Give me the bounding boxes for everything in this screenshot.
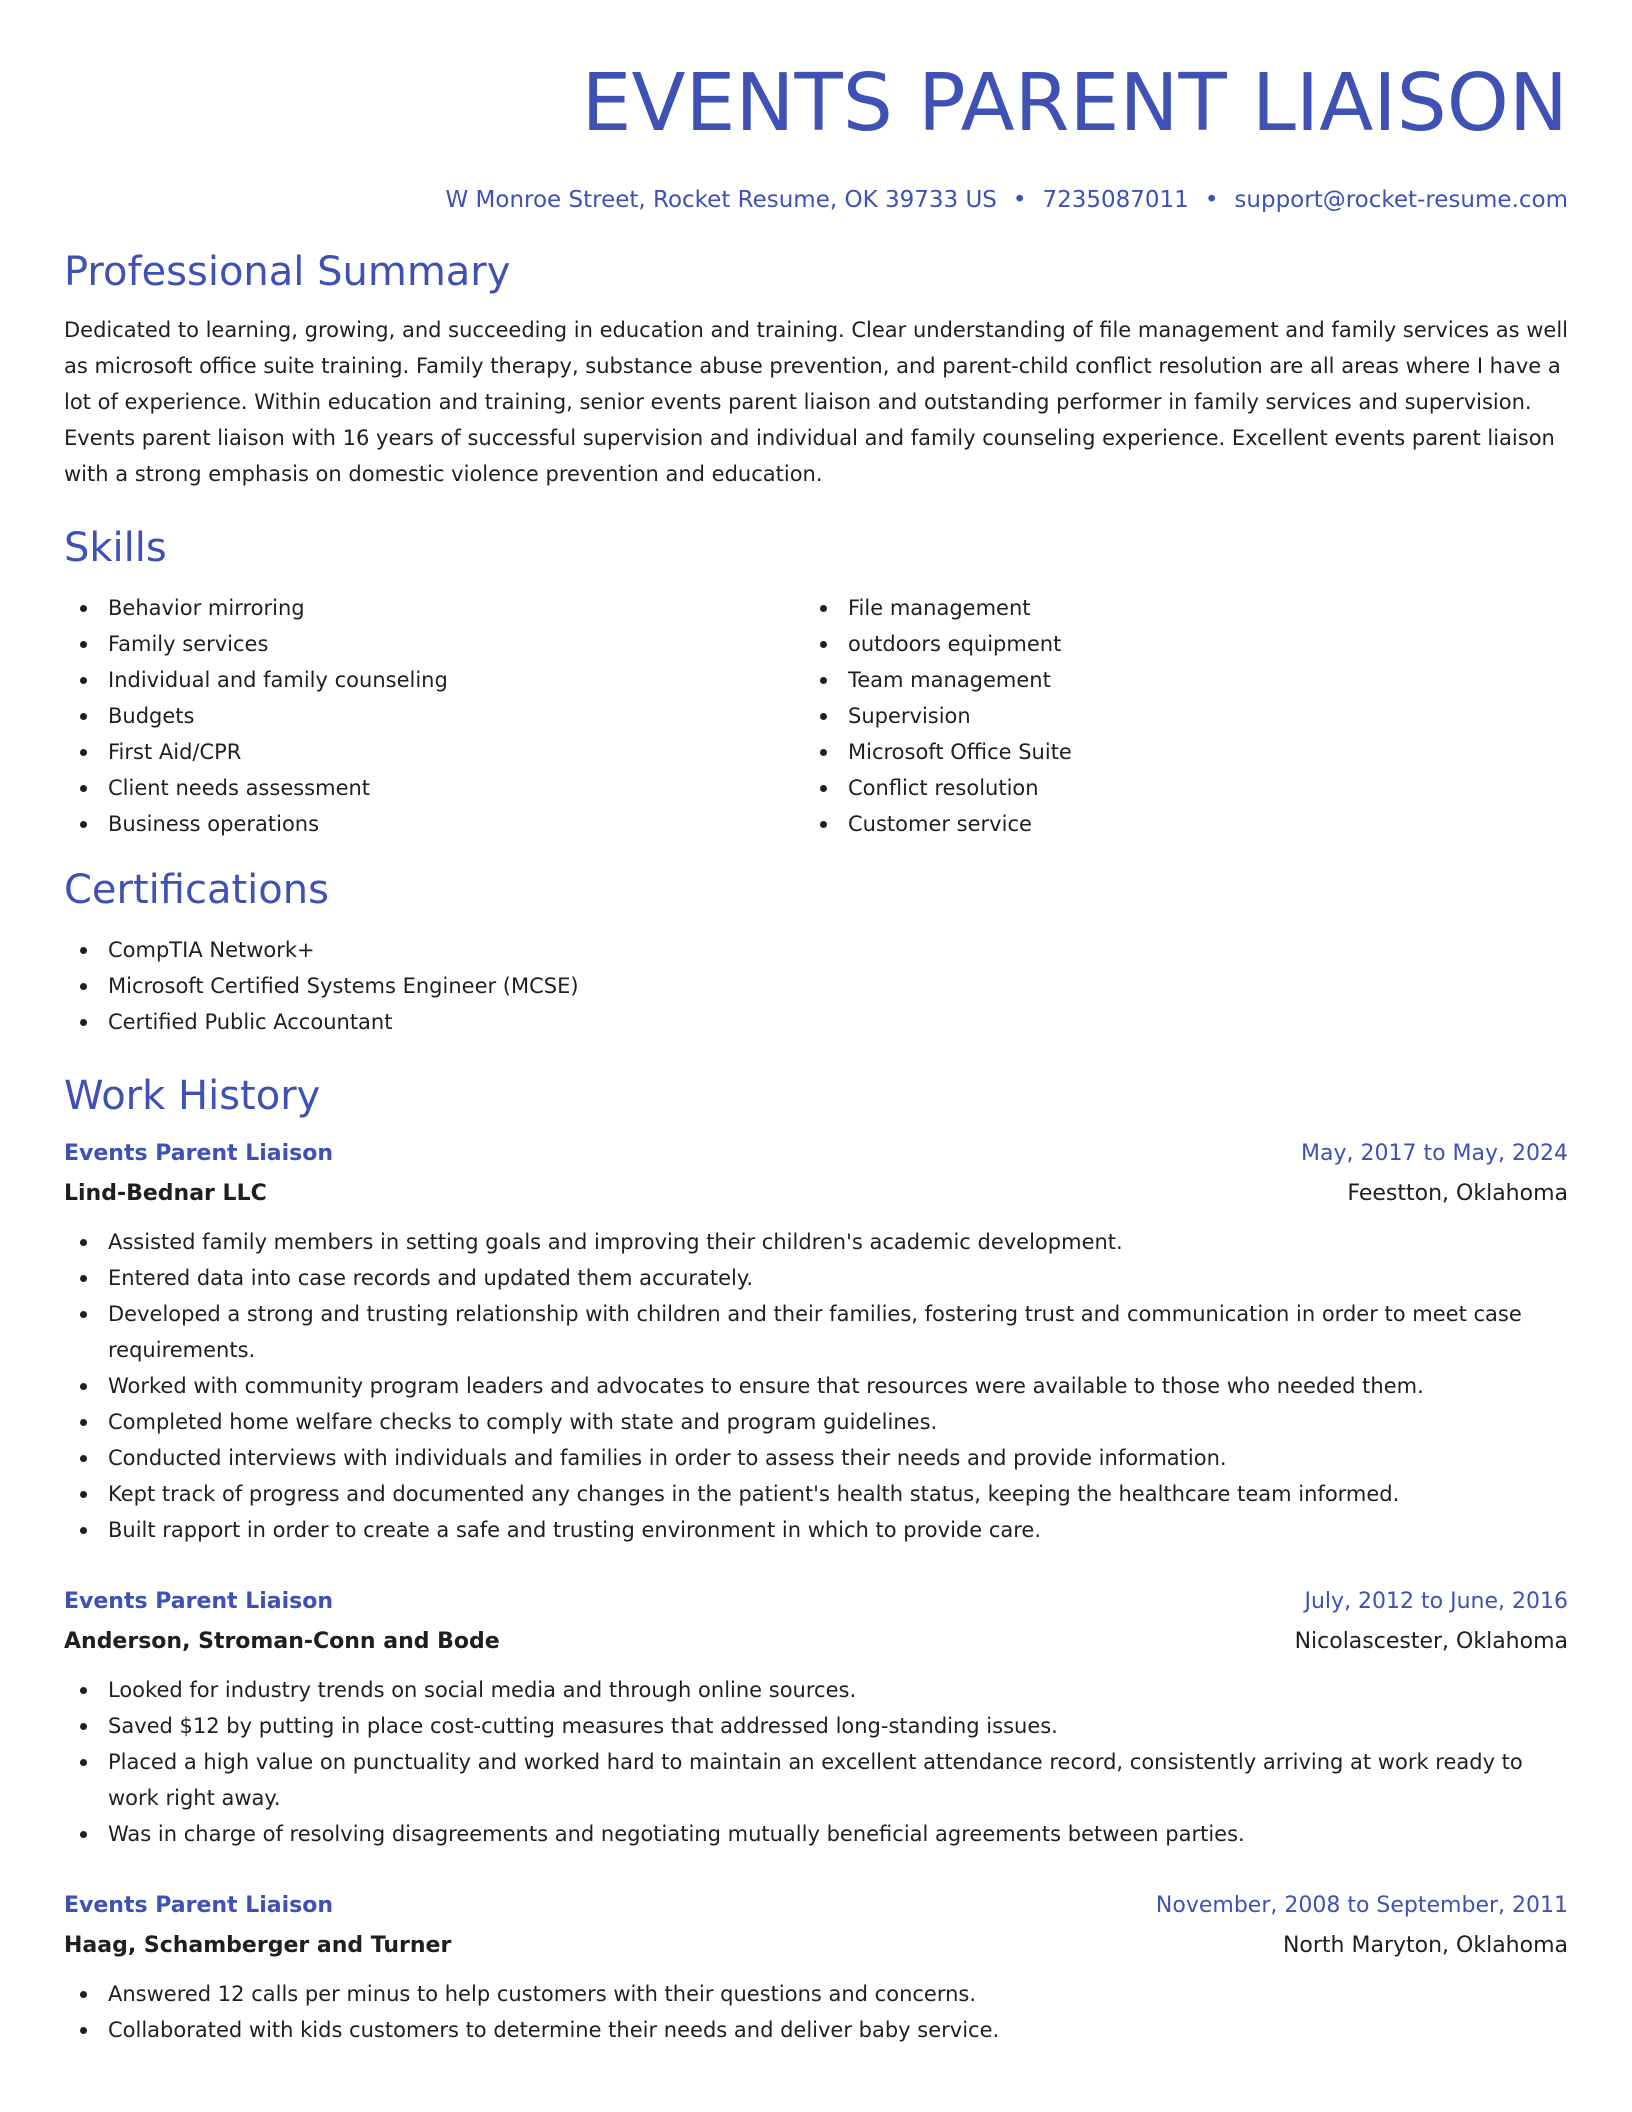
skill-item: [804, 626, 1544, 662]
job-location: North Maryton, Oklahoma: [1282, 1933, 1568, 1958]
bullet-icon: [80, 1239, 87, 1246]
contact-line: [64, 182, 1568, 218]
company-name: Haag, Schamberger and Turner: [64, 1933, 452, 1958]
job-bullet-text: Entered data into case records and updated them accurately.: [108, 1266, 754, 1290]
job-bullet: [64, 1672, 1568, 1708]
bullet-icon: [80, 1687, 87, 1694]
job-dates: July, 2012 to June, 2016: [1304, 1589, 1568, 1614]
separator: •: [1012, 187, 1027, 213]
skill-label: First Aid/CPR: [108, 740, 242, 764]
job-company-row: [64, 1926, 1568, 1966]
bullet-icon: [80, 1527, 87, 1534]
job-bullet-text: Placed a high value on punctuality and worked hard to maintain an excellent attendance record, consistently arriving at work ready to work right away.: [108, 1750, 1523, 1810]
bullet-icon: [820, 785, 827, 792]
bullet-icon: [820, 713, 827, 720]
skill-label: Supervision: [848, 704, 971, 728]
company-name: Anderson, Stroman-Conn and Bode: [64, 1629, 500, 1654]
skill-label: Budgets: [108, 704, 195, 728]
certification-label: Certified Public Accountant: [108, 1010, 393, 1034]
job-company-row: [64, 1622, 1568, 1662]
skill-label: Family services: [108, 632, 269, 656]
job-header-row: [64, 1886, 1568, 1926]
skill-item: [804, 734, 1544, 770]
skill-item: [64, 770, 804, 806]
job-bullet: [64, 1476, 1568, 1512]
skill-item: [64, 734, 804, 770]
bullet-icon: [80, 1311, 87, 1318]
bullet-icon: [80, 677, 87, 684]
job-bullet: [64, 1816, 1568, 1852]
candidate-name: EVENTS PARENT LIAISON: [581, 57, 1568, 149]
job-bullet-text: Conducted interviews with individuals and families in order to assess their needs and provide information.: [108, 1446, 1227, 1470]
skill-label: Microsoft Office Suite: [848, 740, 1072, 764]
certifications-list: [64, 932, 1568, 1040]
skill-label: Behavior mirroring: [108, 596, 305, 620]
job-bullet-text: Saved $12 by putting in place cost-cutting measures that addressed long-standing issues.: [108, 1714, 1058, 1738]
job-bullet: [64, 1512, 1568, 1548]
bullet-icon: [80, 1455, 87, 1462]
job-title: Events Parent Liaison: [64, 1589, 334, 1614]
job-entry: [64, 1134, 1568, 1548]
email-link[interactable]: support@rocket-resume.com: [1234, 187, 1568, 213]
certification-item: [64, 1004, 1568, 1040]
skill-item: [64, 698, 804, 734]
job-bullet: [64, 1708, 1568, 1744]
job-bullets: [64, 1672, 1568, 1852]
bullet-icon: [80, 641, 87, 648]
job-bullet: [64, 1744, 1568, 1816]
bullet-icon: [80, 605, 87, 612]
job-entry: [64, 1886, 1568, 2048]
skill-item: [64, 590, 804, 626]
skills-list-left: [64, 590, 804, 842]
job-title: Events Parent Liaison: [64, 1141, 334, 1166]
bullet-icon: [80, 2027, 87, 2034]
phone: 7235087011: [1042, 187, 1189, 213]
job-bullet-text: Was in charge of resolving disagreements and negotiating mutually beneficial agreements between parties.: [108, 1822, 1245, 1846]
bullet-icon: [80, 785, 87, 792]
job-bullet: [64, 1296, 1568, 1368]
bullet-icon: [80, 983, 87, 990]
job-header-row: [64, 1582, 1568, 1622]
job-bullets: [64, 1224, 1568, 1548]
job-bullet: [64, 1440, 1568, 1476]
job-bullet: [64, 1368, 1568, 1404]
skill-label: Business operations: [108, 812, 320, 836]
company-name: Lind-Bednar LLC: [64, 1181, 267, 1206]
bullet-icon: [80, 1275, 87, 1282]
summary-text: Dedicated to learning, growing, and succeeding in education and training. Clear understanding of file management and family services as well as microsoft office suite training. Family therapy, substance abuse prevention, and parent-child conflict resolution are all areas where I have a lot of experience. Within education and training, senior events parent liaison and outstanding performer in family services and supervision. Events parent liaison with 16 years of successful supervision and individual and family counseling experience. Excellent events parent liaison with a strong emphasis on domestic violence prevention and education.: [64, 318, 1569, 486]
skill-label: File management: [848, 596, 1031, 620]
job-location: Nicolascester, Oklahoma: [1294, 1629, 1568, 1654]
job-dates: November, 2008 to September, 2011: [1155, 1893, 1568, 1918]
job-bullet-text: Assisted family members in setting goals and improving their children's academic development.: [108, 1230, 1123, 1254]
certification-item: [64, 968, 1568, 1004]
bullet-icon: [820, 605, 827, 612]
bullet-icon: [80, 1991, 87, 1998]
bullet-icon: [80, 1383, 87, 1390]
skills-grid: [64, 590, 1568, 842]
bullet-icon: [80, 1759, 87, 1766]
certification-label: CompTIA Network+: [108, 938, 315, 962]
bullet-icon: [80, 821, 87, 828]
skill-item: [804, 806, 1544, 842]
job-bullet: [64, 1260, 1568, 1296]
job-bullet-text: Collaborated with kids customers to determine their needs and deliver baby service.: [108, 2018, 1000, 2042]
skill-label: Client needs assessment: [108, 776, 371, 800]
skill-item: [804, 698, 1544, 734]
skill-label: Customer service: [848, 812, 1032, 836]
job-bullet-text: Developed a strong and trusting relationship with children and their families, fostering trust and communication in order to meet case requirements.: [108, 1302, 1522, 1362]
job-bullets: [64, 1976, 1568, 2048]
job-bullet-text: Worked with community program leaders and advocates to ensure that resources were available to those who needed them.: [108, 1374, 1424, 1398]
job-bullet-text: Kept track of progress and documented any changes in the patient's health status, keeping the healthcare team informed.: [108, 1482, 1400, 1506]
job-bullet: [64, 1224, 1568, 1260]
summary-heading: Professional Summary: [64, 249, 511, 295]
job-bullet-text: Looked for industry trends on social media and through online sources.: [108, 1678, 857, 1702]
job-bullet-text: Completed home welfare checks to comply with state and program guidelines.: [108, 1410, 938, 1434]
bullet-icon: [820, 641, 827, 648]
bullet-icon: [80, 713, 87, 720]
bullet-icon: [80, 749, 87, 756]
bullet-icon: [80, 1491, 87, 1498]
job-dates: May, 2017 to May, 2024: [1301, 1141, 1568, 1166]
bullet-icon: [820, 677, 827, 684]
bullet-icon: [80, 1419, 87, 1426]
bullet-icon: [80, 1723, 87, 1730]
bullet-icon: [80, 1019, 87, 1026]
skill-item: [804, 590, 1544, 626]
certification-item: [64, 932, 1568, 968]
bullet-icon: [820, 821, 827, 828]
work-history-heading: Work History: [64, 1073, 321, 1119]
skill-label: outdoors equipment: [848, 632, 1062, 656]
certification-label: Microsoft Certified Systems Engineer (MCSE): [108, 974, 579, 998]
job-header-row: [64, 1134, 1568, 1174]
skill-item: [804, 770, 1544, 806]
skill-item: [64, 626, 804, 662]
certifications-heading: Certifications: [64, 867, 329, 913]
skill-item: [64, 662, 804, 698]
skills-list-right: [804, 590, 1544, 842]
bullet-icon: [820, 749, 827, 756]
job-bullet-text: Built rapport in order to create a safe and trusting environment in which to provide care.: [108, 1518, 1042, 1542]
skill-label: Team management: [848, 668, 1051, 692]
job-bullet: [64, 1404, 1568, 1440]
bullet-icon: [80, 947, 87, 954]
job-bullet: [64, 2012, 1568, 2048]
address: W Monroe Street, Rocket Resume, OK 39733 US: [445, 187, 997, 213]
skill-label: Conflict resolution: [848, 776, 1039, 800]
skill-label: Individual and family counseling: [108, 668, 448, 692]
job-location: Feestton, Oklahoma: [1347, 1181, 1568, 1206]
job-bullet-text: Answered 12 calls per minus to help customers with their questions and concerns.: [108, 1982, 977, 2006]
skill-item: [804, 662, 1544, 698]
bullet-icon: [80, 1831, 87, 1838]
separator: •: [1204, 187, 1219, 213]
resume-header: [64, 44, 1568, 218]
job-entry: [64, 1582, 1568, 1852]
job-title: Events Parent Liaison: [64, 1893, 334, 1918]
skills-heading: Skills: [64, 525, 167, 571]
job-company-row: [64, 1174, 1568, 1214]
skill-item: [64, 806, 804, 842]
job-bullet: [64, 1976, 1568, 2012]
